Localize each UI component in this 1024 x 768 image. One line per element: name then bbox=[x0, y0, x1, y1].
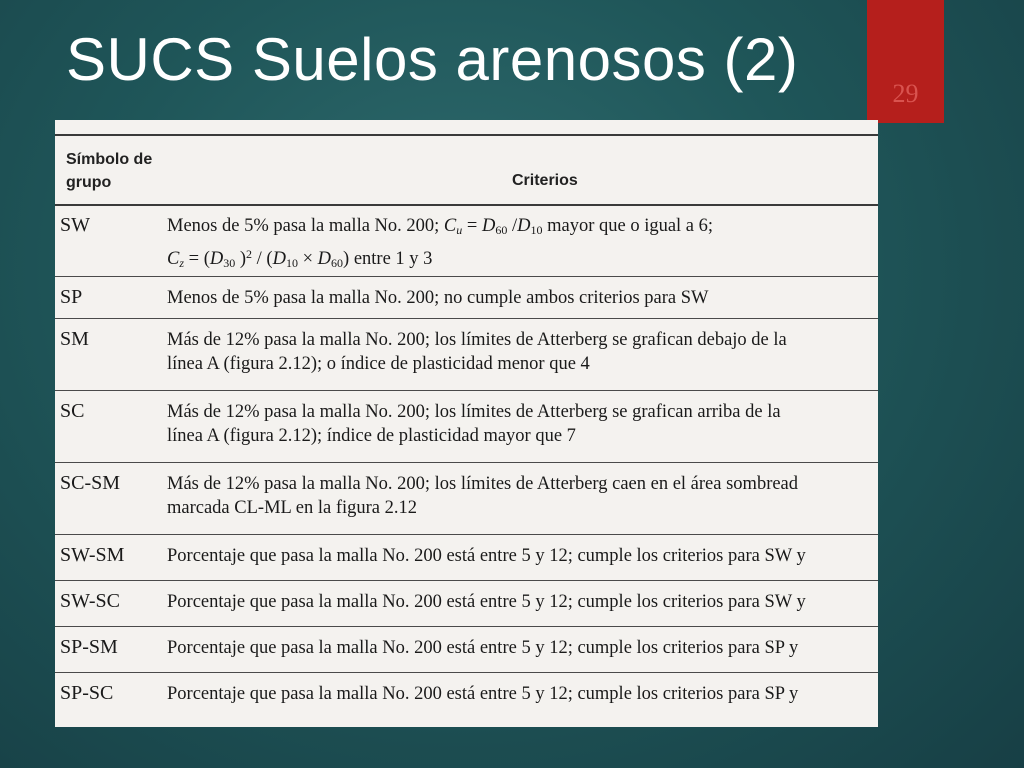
table-row bbox=[55, 582, 878, 627]
row-criteria-line-2: $C_z = (D_{30}$ )$^2 / (D_{10} \times D_{60})$ entre 1 y 3 bbox=[167, 247, 433, 270]
header-symbol-line1: Símbolo de bbox=[66, 151, 153, 168]
row-symbol: SM bbox=[60, 328, 89, 350]
table-row bbox=[55, 392, 878, 463]
table-row bbox=[55, 464, 878, 535]
row-symbol: SP-SC bbox=[60, 682, 114, 704]
table-row bbox=[55, 278, 878, 319]
row-criteria bbox=[167, 590, 878, 614]
row-criteria-line-2: línea A (figura 2.12); o índice de plasticidad menor que 4 bbox=[167, 354, 590, 374]
row-criteria-line-1: Porcentaje que pasa la malla No. 200 está entre 5 y 12; cumple los criterios para SW y bbox=[167, 546, 806, 566]
row-criteria bbox=[167, 286, 878, 310]
table-row bbox=[55, 536, 878, 581]
row-criteria bbox=[167, 328, 878, 376]
row-criteria-line-1: Menos de 5% pasa la malla No. 200; no cumple ambos criterios para SW bbox=[167, 288, 709, 308]
row-criteria-line-2: línea A (figura 2.12); índice de plasticidad mayor que 7 bbox=[167, 426, 576, 446]
row-criteria bbox=[167, 682, 878, 706]
row-criteria bbox=[167, 636, 878, 660]
header-symbol bbox=[66, 148, 196, 194]
row-criteria bbox=[167, 400, 878, 448]
row-criteria-line-2: marcada CL-ML en la figura 2.12 bbox=[167, 498, 417, 518]
row-criteria-line-1: Porcentaje que pasa la malla No. 200 está entre 5 y 12; cumple los criterios para SW y bbox=[167, 592, 806, 612]
row-symbol: SW bbox=[60, 214, 90, 236]
row-criteria-line-1: Menos de 5% pasa la malla No. 200; $C_u = D_{60}$ $/D_{10}$ mayor que o igual a 6; bbox=[167, 216, 714, 237]
row-criteria bbox=[167, 544, 878, 568]
row-symbol: SP bbox=[60, 286, 83, 308]
table-top-rule bbox=[55, 134, 878, 136]
slide-number-tab bbox=[867, 0, 944, 123]
row-criteria-line-1: Más de 12% pasa la malla No. 200; los límites de Atterberg se grafican arriba de la bbox=[167, 402, 781, 422]
slide-title: SUCS Suelos arenosos (2) bbox=[66, 26, 799, 93]
row-criteria bbox=[167, 472, 878, 520]
table-row bbox=[55, 320, 878, 391]
header-symbol-line2: grupo bbox=[66, 174, 112, 191]
row-symbol: SC-SM bbox=[60, 472, 121, 494]
row-symbol: SP-SM bbox=[60, 636, 118, 658]
header-criteria: Criterios bbox=[512, 172, 578, 189]
scanned-table bbox=[55, 120, 878, 727]
row-symbol: SW-SM bbox=[60, 544, 125, 566]
row-criteria-line-1: Porcentaje que pasa la malla No. 200 está entre 5 y 12; cumple los criterios para SP y bbox=[167, 684, 799, 704]
row-criteria bbox=[167, 214, 878, 275]
slide-number: 29 bbox=[892, 79, 919, 108]
row-criteria-line-1: Porcentaje que pasa la malla No. 200 está entre 5 y 12; cumple los criterios para SP y bbox=[167, 638, 799, 658]
row-criteria-line-1: Más de 12% pasa la malla No. 200; los límites de Atterberg caen en el área sombread bbox=[167, 474, 799, 494]
table-row bbox=[55, 628, 878, 673]
row-symbol: SC bbox=[60, 400, 85, 422]
row-symbol: SW-SC bbox=[60, 590, 121, 612]
row-criteria-line-1: Más de 12% pasa la malla No. 200; los límites de Atterberg se grafican debajo de la bbox=[167, 330, 787, 350]
table-row bbox=[55, 674, 878, 718]
table-row bbox=[55, 206, 878, 277]
